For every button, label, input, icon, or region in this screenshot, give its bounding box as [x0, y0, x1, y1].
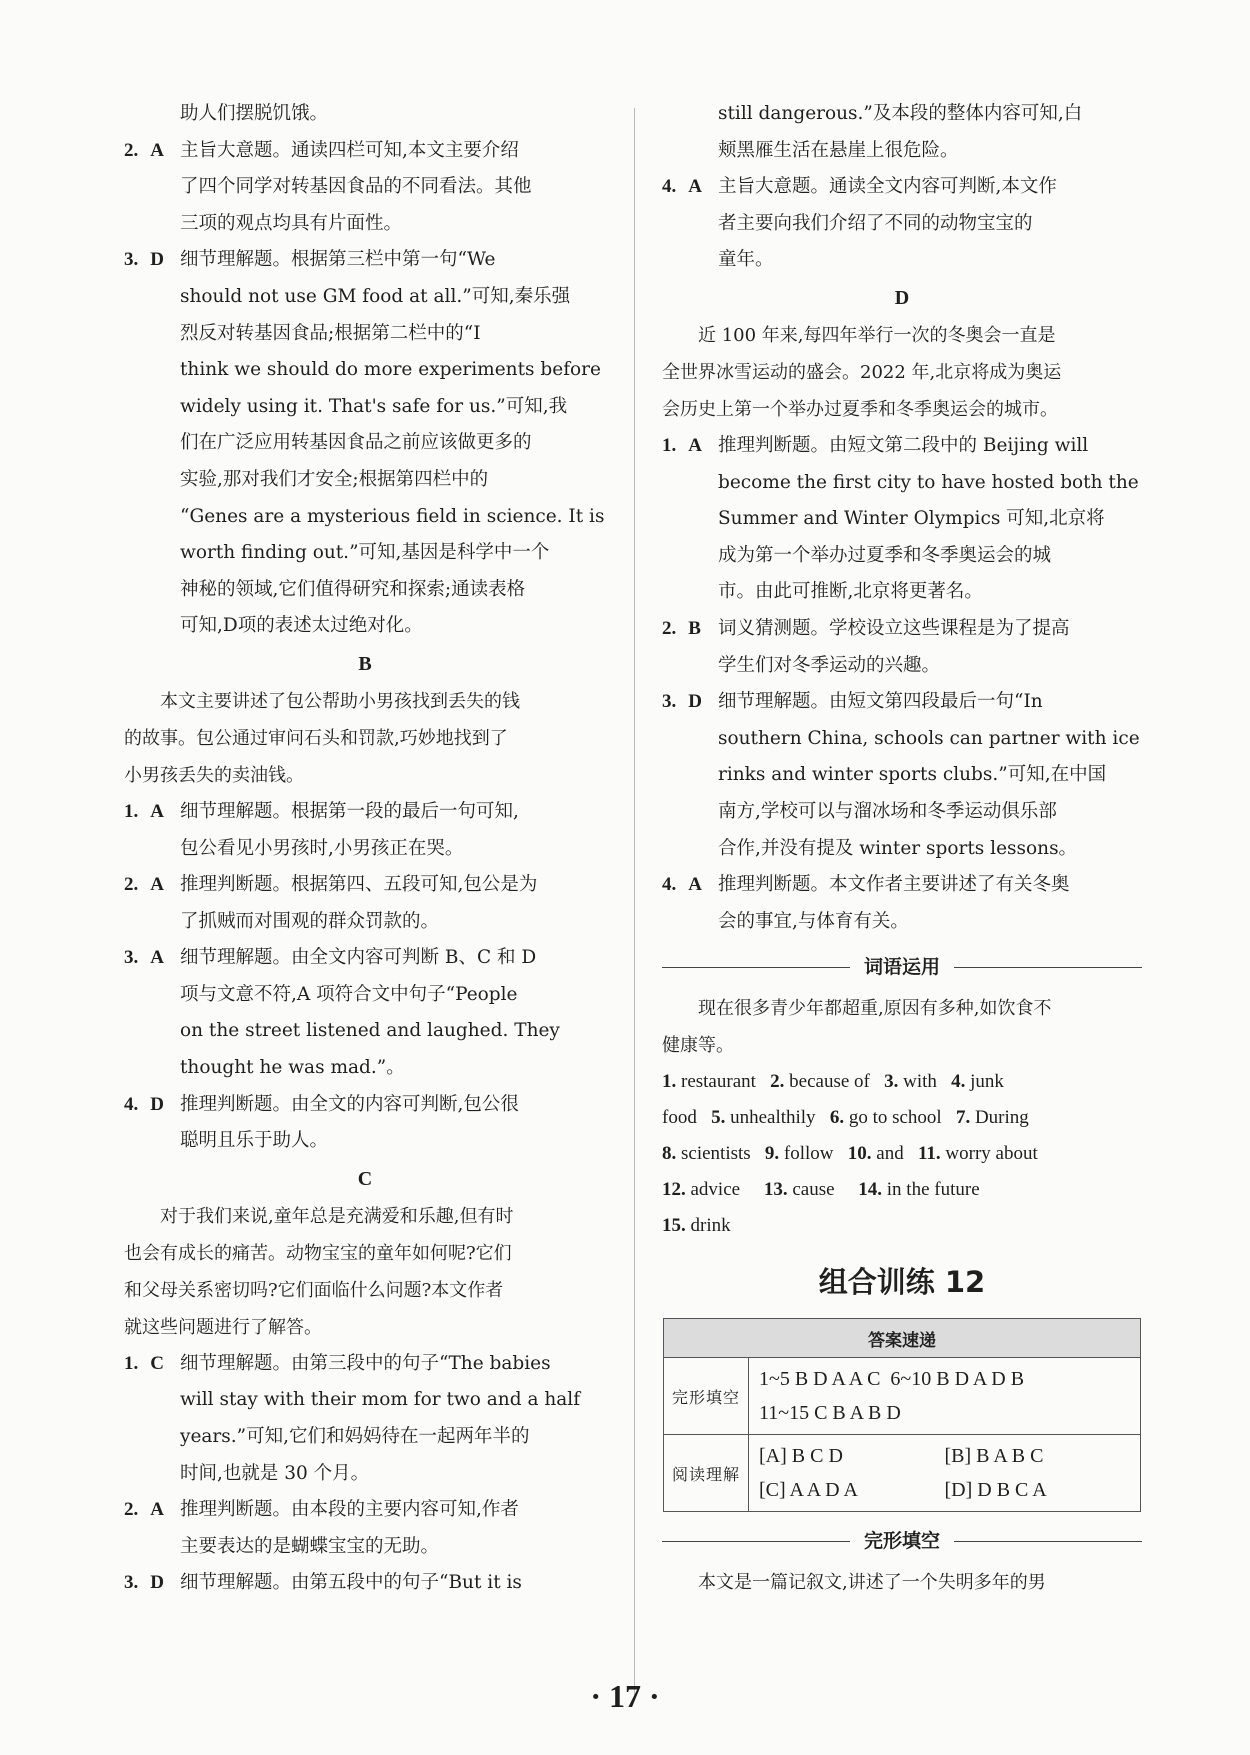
word-answer-row	[662, 1208, 1142, 1244]
heading-rule	[662, 1541, 850, 1542]
item-line: on the street listened and laughed. They	[180, 1020, 560, 1042]
intro-c-line: 对于我们来说,童年总是充满爱和乐趣,但有时	[160, 1205, 514, 1227]
answer-item-b2	[124, 867, 606, 940]
item-option: A	[150, 139, 164, 161]
item-line: 市。由此可推断,北京将更著名。	[718, 581, 983, 603]
answer-pair-row	[759, 1439, 1130, 1473]
answer-line: 1~5 B D A A C 6~10 B D A D B	[759, 1368, 1025, 1391]
word-answer-row	[662, 1100, 1142, 1136]
item-line: 神秘的领域,它们值得研究和探索;通读表格	[180, 578, 526, 600]
word-number: 7.	[955, 1107, 971, 1129]
answer-item-b1	[124, 794, 606, 867]
item-option: A	[688, 874, 702, 896]
heading-rule	[662, 967, 850, 968]
item-line: 推理判断题。本文作者主要讲述了有关冬奥	[718, 874, 1070, 896]
word-number: 14.	[858, 1179, 883, 1201]
section-heading-c: C	[357, 1167, 373, 1190]
word-answer: and	[876, 1143, 904, 1165]
answer-pair: [B] B A B C	[944, 1445, 1044, 1468]
intro-c-line: 和父母关系密切吗?它们面临什么问题?本文作者	[124, 1279, 504, 1301]
answer-table-label: 完形填空	[664, 1358, 749, 1435]
item-option: D	[150, 1093, 164, 1115]
right-column	[662, 96, 1142, 1601]
item-number: 3.	[124, 1572, 139, 1594]
item-option: B	[688, 617, 701, 639]
item-line: 细节理解题。由第五段中的句子“But it is	[180, 1572, 522, 1594]
item-option: A	[688, 176, 702, 198]
answer-item-d3	[662, 684, 1142, 867]
item-line: “Genes are a mysterious field in science. It is	[180, 505, 605, 527]
item-line: 细节理解题。由第三段中的句子“The babies	[180, 1352, 551, 1374]
intro-d-line: 会历史上第一个举办过夏季和冬季奥运会的城市。	[662, 398, 1058, 420]
item-line: thought he was mad.”。	[180, 1057, 405, 1079]
answer-item-c2	[124, 1492, 606, 1565]
word-answer: During	[974, 1107, 1029, 1129]
answer-pair: [A] B C D	[759, 1445, 843, 1468]
intro-d-line: 全世界冰雪运动的盛会。2022 年,北京将成为奥运	[662, 361, 1062, 383]
answer-item-c4	[662, 169, 1142, 279]
item-line: 三项的观点均具有片面性。	[180, 212, 403, 234]
item-line: 细节理解题。由短文第四段最后一句“In	[718, 691, 1043, 713]
item-line: 南方,学校可以与溜冰场和冬季运动俱乐部	[718, 800, 1057, 822]
item-number: 3.	[124, 249, 139, 271]
word-answer: because of	[789, 1071, 870, 1093]
intro-cloze-line: 本文是一篇记叙文,讲述了一个失明多年的男	[698, 1572, 1046, 1594]
item-line: 可知,D项的表述太过绝对化。	[180, 615, 423, 637]
item-number: 2.	[124, 139, 139, 161]
answer-item-d2	[662, 611, 1142, 684]
item-line: 推理判断题。由本段的主要内容可知,作者	[180, 1499, 519, 1521]
item-option: D	[150, 1572, 164, 1594]
item-line: think we should do more experiments before	[180, 359, 601, 381]
item-number: 3.	[124, 947, 139, 969]
q2-continuation: 助人们摆脱饥饿。	[180, 103, 329, 124]
answer-pair-row	[759, 1473, 1130, 1507]
item-line: 推理判断题。由短文第二段中的 Beijing will	[718, 434, 1089, 456]
item-line: 时间,也就是 30 个月。	[180, 1462, 370, 1484]
item-line: 学生们对冬季运动的兴趣。	[718, 654, 941, 676]
item-line: 主旨大意题。通读四栏可知,本文主要介绍	[180, 139, 519, 161]
word-number: 2.	[770, 1071, 785, 1093]
word-number: 4.	[951, 1071, 966, 1093]
word-number: 8.	[662, 1143, 677, 1165]
item-line: 推理判断题。由全文的内容可判断,包公很	[180, 1093, 519, 1115]
item-line: 了四个同学对转基因食品的不同看法。其他	[180, 176, 532, 198]
word-answer: scientists	[681, 1143, 751, 1165]
item-number: 1.	[124, 800, 139, 822]
heading-rule	[954, 1541, 1142, 1542]
intro-c-line: 就这些问题进行了解答。	[124, 1316, 322, 1338]
c3-continuation: 颊黑雁生活在悬崖上很危险。	[718, 139, 959, 161]
section-heading-b: B	[358, 652, 372, 675]
item-line: 实验,那对我们才安全;根据第四栏中的	[180, 468, 489, 490]
item-line: southern China, schools can partner with ice	[718, 727, 1140, 749]
word-answer: with	[903, 1071, 937, 1093]
item-line: 了抓贼而对围观的群众罚款的。	[180, 910, 440, 932]
word-number: 10.	[847, 1143, 872, 1165]
item-number: 4.	[124, 1093, 139, 1115]
column-divider	[634, 108, 635, 1698]
item-line: 成为第一个举办过夏季和冬季奥运会的城	[718, 544, 1052, 566]
word-number: 6.	[829, 1107, 845, 1129]
word-number: 5.	[711, 1107, 726, 1129]
word-answer-row	[662, 1064, 1142, 1100]
answer-item-b4	[124, 1087, 606, 1160]
intro-b-line: 本文主要讲述了包公帮助小男孩找到丢失的钱	[160, 690, 520, 712]
intro-words-line: 健康等。	[662, 1035, 734, 1057]
word-number: 12.	[662, 1179, 686, 1201]
item-option: A	[688, 434, 702, 456]
word-answer: junk	[970, 1071, 1004, 1093]
word-answer: restaurant	[681, 1071, 756, 1093]
word-answer: advice	[690, 1179, 741, 1201]
c3-continuation: still dangerous.”及本段的整体内容可知,白	[718, 103, 1083, 124]
item-line: 包公看见小男孩时,小男孩正在哭。	[180, 837, 464, 859]
item-line: 会的事宜,与体育有关。	[718, 910, 909, 932]
item-line: worth finding out.”可知,基因是科学中一个	[180, 542, 550, 564]
intro-words-line: 现在很多青少年都超重,原因有多种,如饮食不	[698, 998, 1052, 1020]
item-line: 细节理解题。由全文内容可判断 B、C 和 D	[180, 947, 537, 969]
item-number: 2.	[124, 1499, 139, 1521]
answer-item-c3	[124, 1565, 606, 1602]
item-option: A	[150, 800, 164, 822]
item-number: 4.	[662, 874, 677, 896]
item-option: A	[150, 874, 164, 896]
item-line: 细节理解题。根据第一段的最后一句可知,	[180, 800, 519, 822]
intro-d-line: 近 100 年来,每四年举行一次的冬奥会一直是	[698, 324, 1056, 346]
answer-item-2	[124, 133, 606, 243]
item-line: 们在广泛应用转基因食品之前应该做更多的	[180, 432, 532, 454]
item-option: D	[150, 249, 164, 271]
item-option: A	[150, 1499, 164, 1521]
answer-item-c1	[124, 1346, 606, 1492]
intro-b-line: 的故事。包公通过审问石头和罚款,巧妙地找到了	[124, 727, 508, 749]
item-line: widely using it. That's safe for us.”可知,我	[180, 395, 568, 417]
cloze-heading	[662, 1522, 1142, 1560]
answer-table-value	[749, 1358, 1141, 1435]
item-number: 4.	[662, 176, 677, 198]
word-answer-row	[662, 1136, 1142, 1172]
answer-table-header: 答案速递	[664, 1319, 1141, 1358]
item-number: 2.	[662, 617, 677, 639]
item-line: 推理判断题。根据第四、五段可知,包公是为	[180, 874, 538, 896]
item-line: 者主要向我们介绍了不同的动物宝宝的	[718, 212, 1033, 234]
page-number: · 17 ·	[590, 1678, 660, 1714]
intro-b-line: 小男孩丢失的卖油钱。	[124, 764, 304, 786]
item-option: C	[150, 1352, 164, 1374]
item-line: 词义猜测题。学校设立这些课程是为了提高	[718, 617, 1070, 639]
section-heading-d: D	[894, 286, 910, 309]
word-number: 3.	[884, 1071, 899, 1093]
answer-line: 11~15 C B A B D	[759, 1402, 901, 1425]
word-number: 15.	[662, 1215, 686, 1237]
word-number: 13.	[763, 1179, 788, 1201]
item-line: 主要表达的是蝴蝶宝宝的无助。	[180, 1535, 440, 1557]
word-number: 9.	[764, 1143, 780, 1165]
item-line: become the first city to have hosted both the	[718, 471, 1139, 493]
item-line: Summer and Winter Olympics 可知,北京将	[718, 508, 1105, 530]
item-number: 1.	[662, 434, 677, 456]
word-answer: cause	[792, 1179, 835, 1201]
word-number: 11.	[917, 1143, 941, 1165]
item-line: rinks and winter sports clubs.”可知,在中国	[718, 764, 1107, 786]
item-line: 聪明且乐于助人。	[180, 1130, 329, 1152]
item-line: 烈反对转基因食品;根据第二栏中的“I	[180, 322, 481, 344]
item-number: 2.	[124, 874, 139, 896]
word-answer-row	[662, 1172, 1142, 1208]
answer-table	[663, 1318, 1141, 1512]
word-use-heading	[662, 948, 1142, 986]
item-line: 细节理解题。根据第三栏中第一句“We	[180, 249, 496, 271]
item-line: should not use GM food at all.”可知,秦乐强	[180, 285, 571, 307]
answer-item-d1	[662, 428, 1142, 611]
item-line: 童年。	[718, 249, 774, 271]
answer-table-value	[749, 1435, 1141, 1512]
intro-c-line: 也会有成长的痛苦。动物宝宝的童年如何呢?它们	[124, 1242, 512, 1264]
item-line: 合作,并没有提及 winter sports lessons。	[718, 837, 1078, 859]
item-line: 主旨大意题。通读全文内容可判断,本文作	[718, 176, 1057, 198]
answer-item-d4	[662, 867, 1142, 940]
word-answer: drink	[690, 1215, 731, 1237]
word-answer: in the future	[886, 1179, 980, 1201]
word-answer: follow	[783, 1143, 834, 1165]
item-line: will stay with their mom for two and a half	[180, 1389, 581, 1411]
cloze-label: 完形填空	[864, 1530, 941, 1553]
word-number: 1.	[662, 1071, 677, 1093]
item-option: D	[688, 691, 702, 713]
answer-item-b3	[124, 940, 606, 1086]
answer-table-label: 阅读理解	[664, 1435, 749, 1512]
answer-item-3	[124, 242, 606, 645]
left-column	[124, 96, 606, 1602]
item-option: A	[150, 947, 164, 969]
item-line: 项与文意不符,A 项符合文中句子“People	[180, 983, 518, 1005]
answer-pair: [C] A A D A	[759, 1479, 858, 1502]
word-answer: unhealthily	[730, 1107, 816, 1129]
answer-pair: [D] D B C A	[944, 1479, 1047, 1502]
word-use-label: 词语运用	[864, 956, 941, 979]
item-number: 1.	[124, 1352, 139, 1374]
word-answer: food	[662, 1107, 697, 1129]
heading-rule	[954, 967, 1142, 968]
word-answer: worry about	[945, 1143, 1038, 1165]
item-number: 3.	[662, 691, 677, 713]
group-title: 组合训练 12	[818, 1265, 986, 1300]
item-line: years.”可知,它们和妈妈待在一起两年半的	[180, 1426, 530, 1448]
word-answer: go to school	[848, 1107, 942, 1129]
